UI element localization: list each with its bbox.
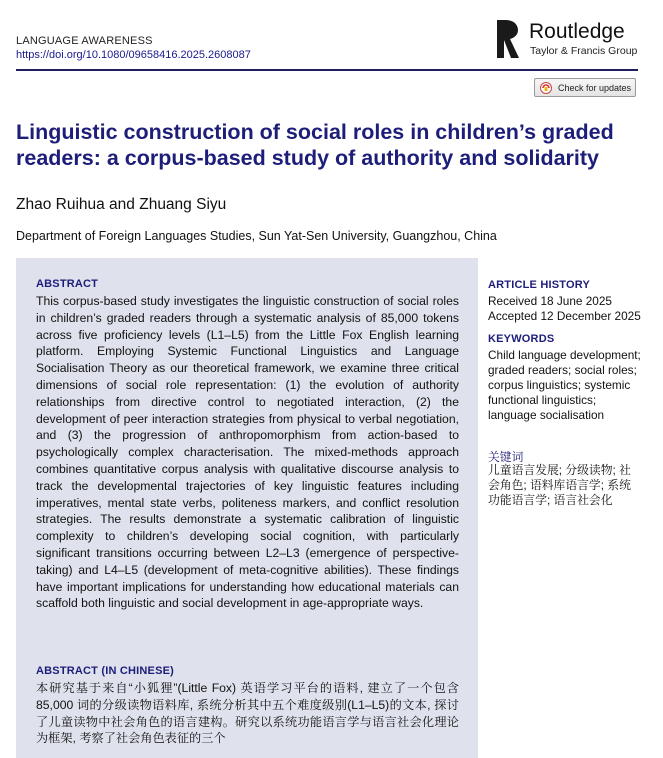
publisher-name: Routledge — [529, 20, 625, 43]
doi-link[interactable]: https://doi.org/10.1080/09658416.2025.2608087 — [16, 49, 251, 61]
article-authors[interactable]: Zhao Ruihua and Zhuang Siyu — [16, 196, 227, 213]
abstract-text: This corpus-based study investigates the linguistic construction of social roles in children’s graded readers through a systematic analysis of 85,000 tokens across five proficiency levels (L1–L5) from the Little Fox English learning platform. Employing Systemic Functional Linguistics and Language Socialisation Theory as our theoretical framework, we examine three critical dimensions of social role representation: (1) the evolution of authority relationships from directive control to negotiated interaction, (2) the development of peer interaction strategies from physical to verbal negotiation, and (3) the progression of anthropomorphism from action-based to psychologically complex characterisation. The mixed-methods approach combines quantitative corpus analysis with qualitative discourse analysis to track the developmental trajectories of key linguistic features including imperatives, mental state verbs, politeness markers, and conflict resolution strategies. The results demonstrate a systematic calibration of linguistic complexity to children’s developing social cognition, with particularly significant transitions occurring between L2–L3 (emergence of perspective-taking) and L4–L5 (development of meta-cognitive abilities). These findings have important implications for understanding how educational materials can scaffold both linguistic and social development in age-appropriate ways. — [36, 294, 459, 611]
check-updates-icon — [540, 82, 552, 94]
article-history — [488, 294, 644, 324]
accepted-date: Accepted 12 December 2025 — [488, 309, 641, 323]
check-for-updates-button[interactable] — [534, 78, 636, 97]
received-date: Received 18 June 2025 — [488, 294, 612, 308]
header-rule — [16, 69, 638, 71]
keywords-chinese-heading: 关键词 — [488, 450, 524, 464]
abstract-chinese-text: 本研究基于来自“小狐狸”(Little Fox) 英语学习平台的语料, 建立了一个包含 85,000 词的分级读物语料库, 系统分析其中五个难度级别(L1–L5)的文本, 探讨了儿童读物中社会角色的语言建构。研究以系统功能语言学与语言社会化理论为框架, 考察了社会角色表征的三个 — [36, 681, 459, 746]
journal-name: LANGUAGE AWARENESS — [16, 35, 153, 47]
abstract-heading: ABSTRACT — [36, 278, 99, 290]
keywords-heading: KEYWORDS — [488, 333, 555, 345]
routledge-logo-icon — [494, 18, 520, 60]
check-updates-label: Check for updates — [558, 83, 632, 93]
article-history-heading: ARTICLE HISTORY — [488, 279, 591, 291]
journal-header — [16, 34, 251, 62]
keywords-text: Child language development; graded readers; social roles; corpus linguistics; systemic functional linguistics; language socialisation — [488, 348, 641, 422]
abstract-chinese-heading: ABSTRACT (IN CHINESE) — [36, 665, 175, 677]
publisher-subtitle: Taylor & Francis Group — [530, 45, 638, 57]
keywords-chinese-text: 儿童语言发展; 分级读物; 社会角色; 语料库语言学; 系统功能语言学; 语言社会化 — [488, 463, 631, 507]
author-affiliation: Department of Foreign Languages Studies, Sun Yat-Sen University, Guangzhou, China — [16, 229, 497, 243]
article-title: Linguistic construction of social roles in children’s graded readers: a corpus-based study of authority and solidarity — [16, 120, 614, 170]
